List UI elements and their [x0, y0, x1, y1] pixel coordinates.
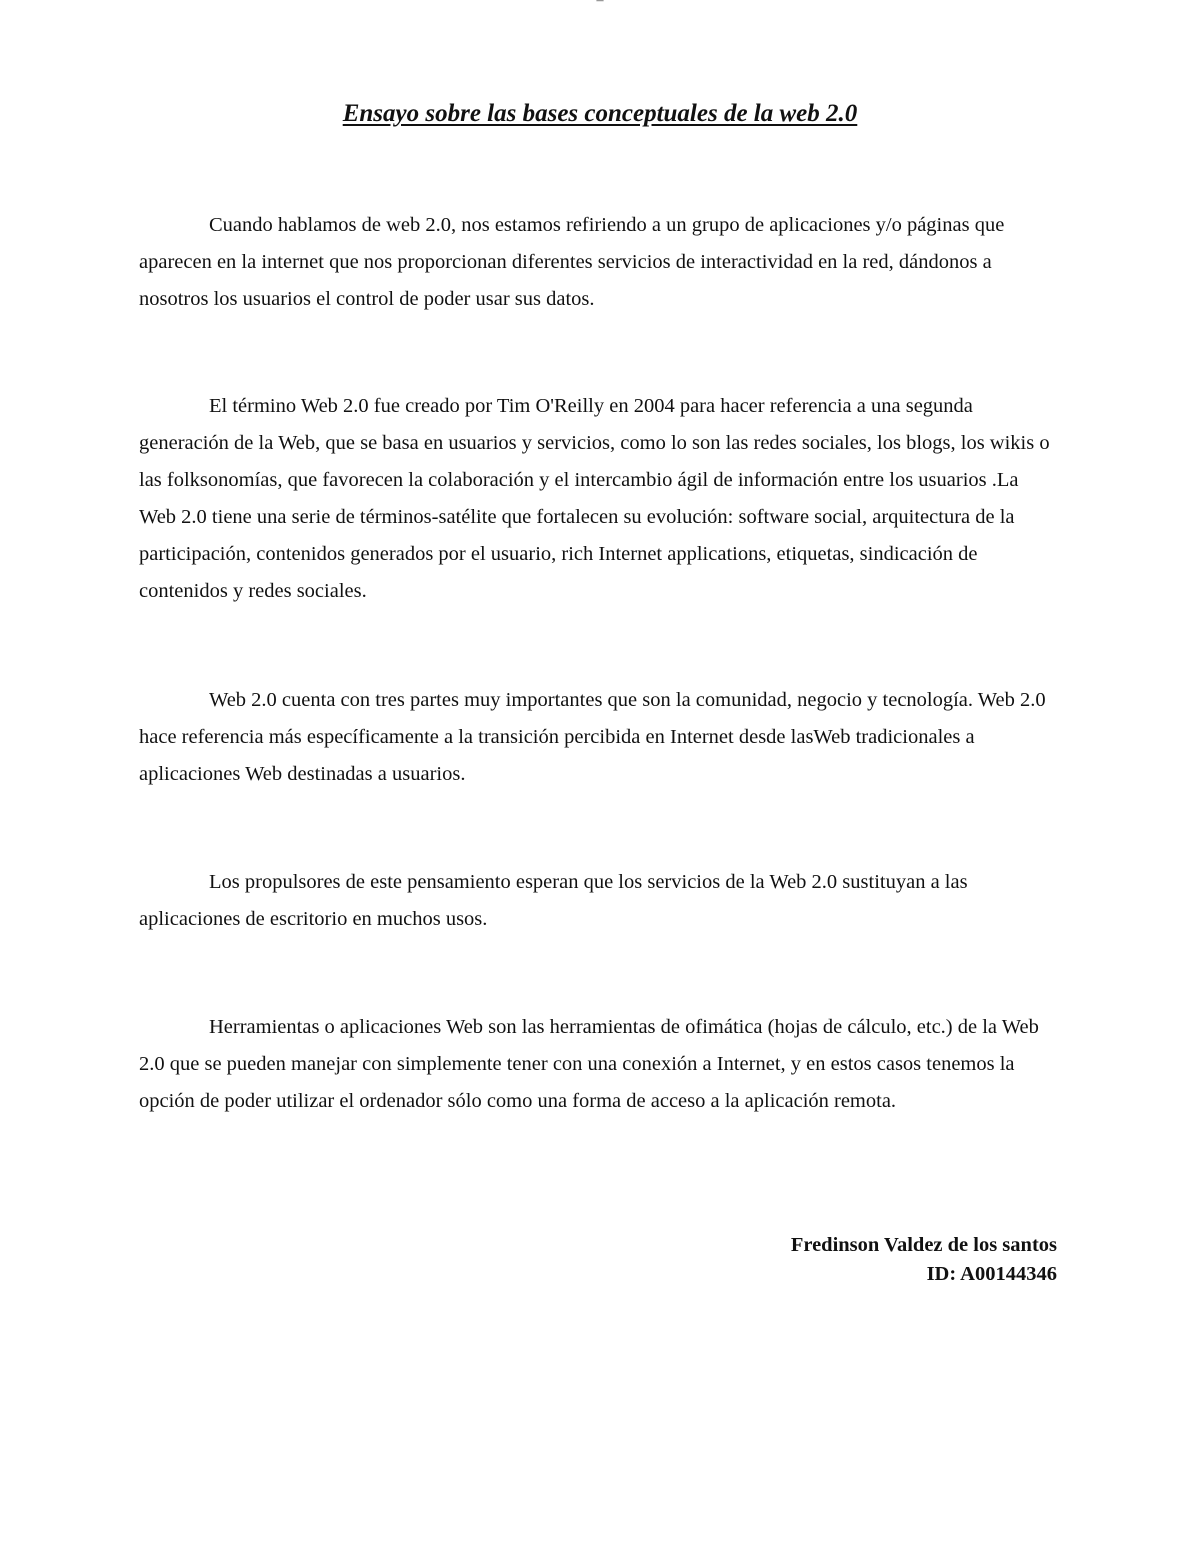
author-id: ID: A00144346: [926, 1263, 1057, 1285]
paragraph-5: Herramientas o aplicaciones Web son las herramientas de ofimática (hojas de cálculo, etc.) de la Web 2.0 que se pueden manejar con simplemente tener con una conexión a Internet, y en estos casos tenemos la opción de poder utilizar el ordenador sólo como una forma de acceso a la aplicación remota.: [139, 1016, 1039, 1112]
page-header-mark: –: [596, 0, 604, 8]
paragraph-1: Cuando hablamos de web 2.0, nos estamos refiriendo a un grupo de aplicaciones y/o páginas que aparecen en la internet que nos proporcionan diferentes servicios de interactividad en la red, dándonos a nosotros los usuarios el control de poder usar sus datos.: [139, 214, 1005, 310]
paragraph-2: El término Web 2.0 fue creado por Tim O'Reilly en 2004 para hacer referencia a una segunda generación de la Web, que se basa en usuarios y servicios, como lo son las redes sociales, los blogs, los wikis o las folksonomías, que favorecen la colaboración y el intercambio ágil de información entre los usuarios .La Web 2.0 tiene una serie de términos-satélite que fortalecen su evolución: software social, arquitectura de la participación, contenidos generados por el usuario, rich Internet applications, etiquetas, sindicación de contenidos y redes sociales.: [139, 395, 1050, 602]
author-name: Fredinson Valdez de los santos: [790, 1234, 1057, 1256]
paragraph-3: Web 2.0 cuenta con tres partes muy importantes que son la comunidad, negocio y tecnología. Web 2.0 hace referencia más específicamente a la transición percibida en Internet desde lasWeb tradicionales a aplicaciones Web destinadas a usuarios.: [139, 689, 1046, 785]
signature-block: [791, 1231, 1057, 1289]
essay-title: Ensayo sobre las bases conceptuales de la web 2.0: [342, 100, 858, 127]
paragraph-4: Los propulsores de este pensamiento esperan que los servicios de la Web 2.0 sustituyan a las aplicaciones de escritorio en muchos usos.: [139, 871, 968, 930]
